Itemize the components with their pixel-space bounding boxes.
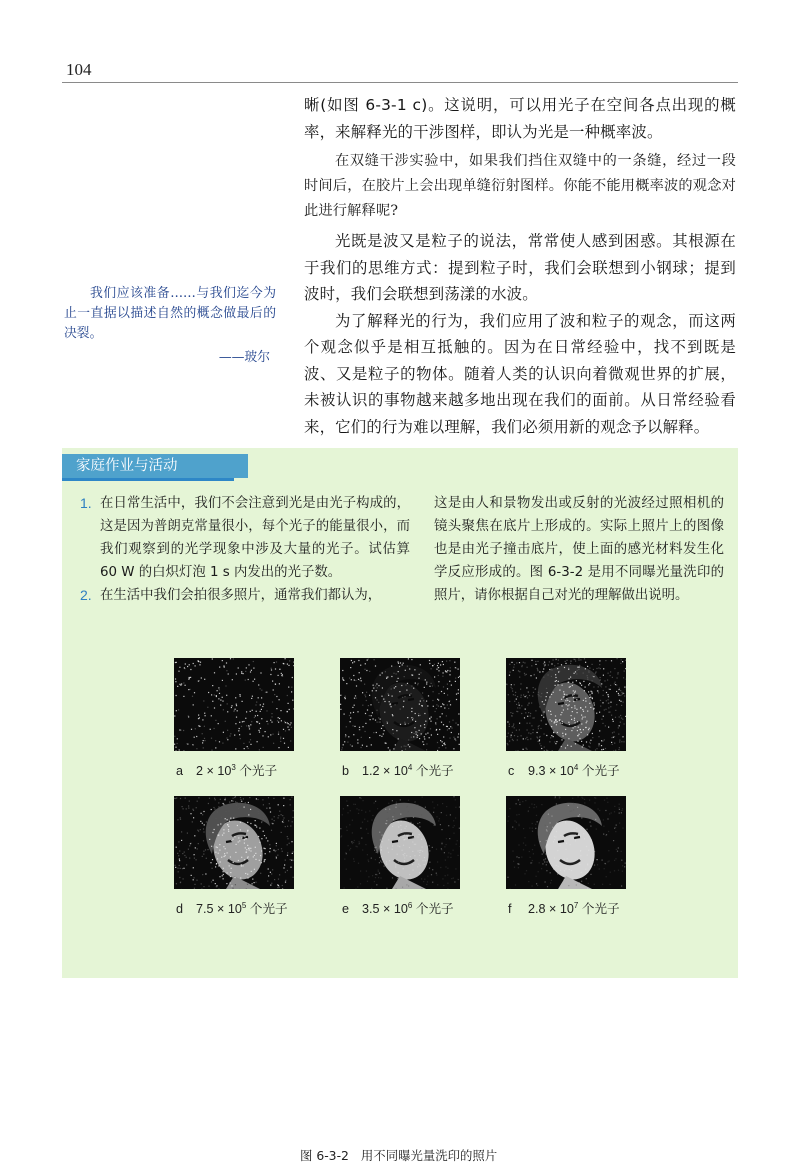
caption-unit: 个光子 [582, 764, 620, 778]
thinking-question: 在双缝干涉实验中，如果我们挡住双缝中的一条缝，经过一段时间后，在胶片上会出现单缝衍射图样。你能不能用概率波的观念对此进行解释呢? [304, 149, 736, 224]
caption-letter: d [174, 902, 196, 916]
photo-caption: d $7.5 \times 10^5$ 个光子 [174, 898, 324, 917]
photo-image [506, 796, 626, 889]
caption-mantissa: 2 × [196, 764, 214, 778]
photo-caption: f $2.8 \times 10^7$ 个光子 [506, 898, 656, 917]
header-rule [62, 82, 738, 83]
main-text-column [304, 92, 736, 440]
exercise-column-right [434, 492, 724, 607]
caption-unit: 个光子 [582, 902, 620, 916]
photo-e [340, 796, 460, 889]
caption-letter: e [340, 902, 362, 916]
activity-title-underline [62, 478, 234, 481]
caption-mantissa: 1.2 × [362, 764, 390, 778]
caption-mantissa: 2.8 × [528, 902, 556, 916]
photo-image [506, 658, 626, 751]
exercise-number: 2. [80, 584, 92, 607]
photo-image [340, 658, 460, 751]
photo-f [506, 796, 626, 889]
exercise-text: 在日常生活中，我们不会注意到光是由光子构成的，这是因为普朗克常量很小，每个光子的能量很小，而我们观察到的光学现象中涉及大量的光子。试估算 60 W 的白炽灯泡 1 s 内发出的光子数。 [100, 496, 410, 580]
photo-caption: c $9.3 \times 10^4$ 个光子 [506, 760, 656, 779]
side-quote: 我们应该准备……与我们迄今为止一直据以描述自然的概念做最后的决裂。 [64, 284, 276, 344]
exercise-2-continued: 这是由人和景物发出或反射的光波经过照相机的镜头聚焦在底片上形成的。实际上照片上的图像也是由光子撞击底片，使上面的感光材料发生化学反应形成的。图 6-3-2 是用不同曝光量洗印的照片，请你根据自己对光的理解做出说明。 [434, 492, 724, 607]
exercise-text: 在生活中我们会拍很多照片，通常我们都认为， [100, 588, 381, 603]
caption-mantissa: 9.3 × [528, 764, 556, 778]
caption-exponent: 4 [408, 763, 412, 772]
photo-caption: a $2 \times 10^3$ 个光子 [174, 760, 324, 779]
caption-unit: 个光子 [416, 764, 454, 778]
caption-letter: b [340, 764, 362, 778]
exercise-column-left [80, 492, 410, 607]
exercise-2 [80, 584, 410, 607]
figure-title: 用不同曝光量洗印的照片 [361, 1148, 497, 1163]
caption-letter: c [506, 764, 528, 778]
activity-title: 家庭作业与活动 [62, 454, 248, 478]
photo-image [174, 796, 294, 889]
caption-unit: 个光子 [250, 902, 288, 916]
side-quote-author: ——玻尔 [64, 346, 270, 365]
caption-letter: a [174, 764, 196, 778]
caption-letter: f [506, 902, 528, 916]
paragraph-new-concepts: 为了解释光的行为，我们应用了波和粒子的观念，而这两个观念似乎是相互抵触的。因为在日常经验中，找不到既是波、又是粒子的物体。随着人类的认识向着微观世界的扩展，未被认识的事物越来越多地出现在我们的面前。从日常经验看来，它们的行为难以理解，我们必须用新的观念予以解释。 [304, 308, 736, 441]
photo-b [340, 658, 460, 751]
caption-exponent: 6 [408, 901, 412, 910]
caption-mantissa: 7.5 × [196, 902, 224, 916]
photo-caption: b $1.2 \times 10^4$ 个光子 [340, 760, 490, 779]
photo-a [174, 658, 294, 751]
exercise-1 [80, 492, 410, 584]
caption-mantissa: 3.5 × [362, 902, 390, 916]
exercise-number: 1. [80, 492, 92, 515]
photo-image [174, 658, 294, 751]
figure-caption [300, 1146, 497, 1164]
photo-caption: e $3.5 \times 10^6$ 个光子 [340, 898, 490, 917]
caption-unit: 个光子 [239, 764, 277, 778]
paragraph-confusion: 光既是波又是粒子的说法，常常使人感到困惑。其根源在于我们的思维方式：提到粒子时，我们会联想到小钢球；提到波时，我们会联想到荡漾的水波。 [304, 228, 736, 308]
paragraph-probability-wave: 晰(如图 6-3-1 c)。这说明，可以用光子在空间各点出现的概率，来解释光的干涉图样，即认为光是一种概率波。 [304, 92, 736, 145]
caption-exponent: 4 [574, 763, 578, 772]
caption-exponent: 3 [231, 763, 235, 772]
figure-number: 图 6-3-2 [300, 1148, 349, 1163]
caption-exponent: 5 [242, 901, 246, 910]
photo-figure [62, 658, 738, 958]
page-number: 104 [66, 60, 92, 80]
photo-image [340, 796, 460, 889]
caption-exponent: 7 [574, 901, 578, 910]
photo-d [174, 796, 294, 889]
activity-box [62, 448, 738, 978]
photo-c [506, 658, 626, 751]
caption-unit: 个光子 [416, 902, 454, 916]
